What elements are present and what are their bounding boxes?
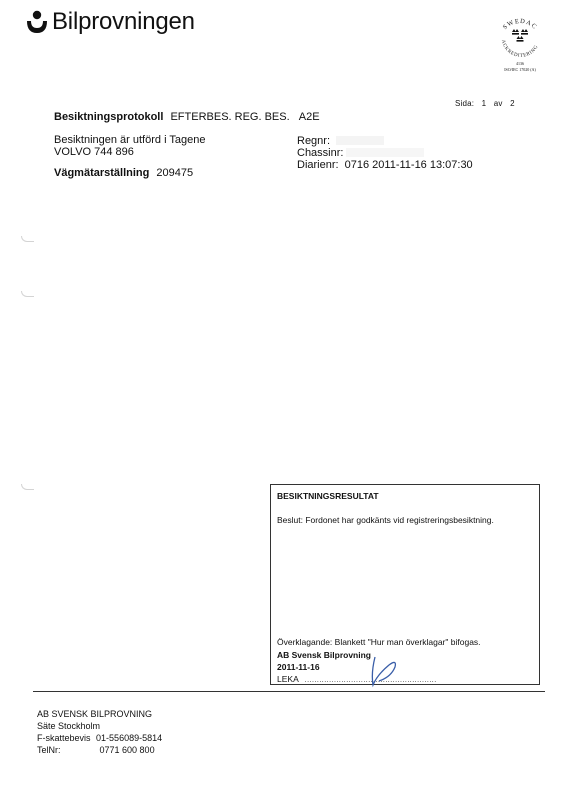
odometer xyxy=(54,167,193,179)
footer-divider xyxy=(33,691,545,692)
regnr-label: Regnr: xyxy=(297,135,331,147)
location-line: Besiktningen är utförd i Tagene xyxy=(54,134,206,146)
footer-company: AB SVENSK BILPROVNING xyxy=(37,709,153,719)
svg-text:SWEDAC xyxy=(502,18,539,31)
seal-number: 4136 xyxy=(516,61,524,66)
scan-mark xyxy=(21,484,34,490)
odometer-label: Vägmätarställning xyxy=(54,167,150,179)
seal-arc-text: SWEDAC xyxy=(501,17,539,32)
crowns-icon xyxy=(512,29,528,42)
protocol-heading xyxy=(54,111,320,123)
swedac-seal xyxy=(492,16,548,78)
page-label: Sida: xyxy=(455,99,475,108)
result-appeal: Överklagande: Blankett "Hur man överklagar" bifogas. xyxy=(277,637,481,647)
seal-lower-arc-text: ACKREDITERING xyxy=(499,39,540,59)
chassinr-redacted xyxy=(346,148,424,157)
result-box xyxy=(270,484,540,685)
result-heading: BESIKTNINGSRESULTAT xyxy=(277,491,379,501)
svg-text:ACKREDITERING xyxy=(500,39,540,58)
page-current: 1 xyxy=(481,99,487,108)
result-company: AB Svensk Bilprovning xyxy=(277,650,371,660)
signer-name: LEKA xyxy=(277,674,299,684)
result-date: 2011-11-16 xyxy=(277,662,320,672)
footer-tel-label: TelNr: xyxy=(37,745,61,755)
page-total: 2 xyxy=(510,99,515,108)
page-indicator xyxy=(455,99,520,108)
scan-mark xyxy=(21,291,34,297)
bilprovningen-logo-icon xyxy=(26,10,48,34)
diarienr-label: Diarienr: xyxy=(297,159,339,171)
footer-tax-value: 01-556089-5814 xyxy=(96,733,163,743)
result-decision: Beslut: Fordonet har godkänts vid registreringsbesiktning. xyxy=(277,515,494,525)
footer-seat: Säte Stockholm xyxy=(37,721,101,731)
handwritten-signature xyxy=(367,653,407,689)
signature-line: ...................................................... xyxy=(304,677,437,684)
protocol-code: A2E xyxy=(298,111,320,123)
diarienr xyxy=(297,159,473,171)
protocol-type: EFTERBES. REG. BES. xyxy=(170,111,290,123)
diarienr-value: 0716 2011-11-16 13:07:30 xyxy=(344,159,473,171)
vehicle-model: VOLVO 744 896 xyxy=(54,146,134,158)
footer-tax xyxy=(37,733,162,743)
footer-tel xyxy=(37,745,155,755)
chassinr-label: Chassinr: xyxy=(297,147,344,159)
protocol-title: Besiktningsprotokoll xyxy=(54,111,164,123)
odometer-value: 209475 xyxy=(156,167,194,179)
scan-mark xyxy=(21,236,34,242)
footer-tel-value: 0771 600 800 xyxy=(99,745,155,755)
seal-standard: ISO/IEC 17020 (A) xyxy=(504,67,536,72)
brand-name: Bilprovningen xyxy=(52,8,195,35)
footer-tax-label: F-skattebevis xyxy=(37,733,91,743)
brand-logo xyxy=(26,8,195,36)
regnr-redacted xyxy=(336,136,384,145)
result-signer xyxy=(277,674,437,684)
page-of: av xyxy=(493,99,503,108)
